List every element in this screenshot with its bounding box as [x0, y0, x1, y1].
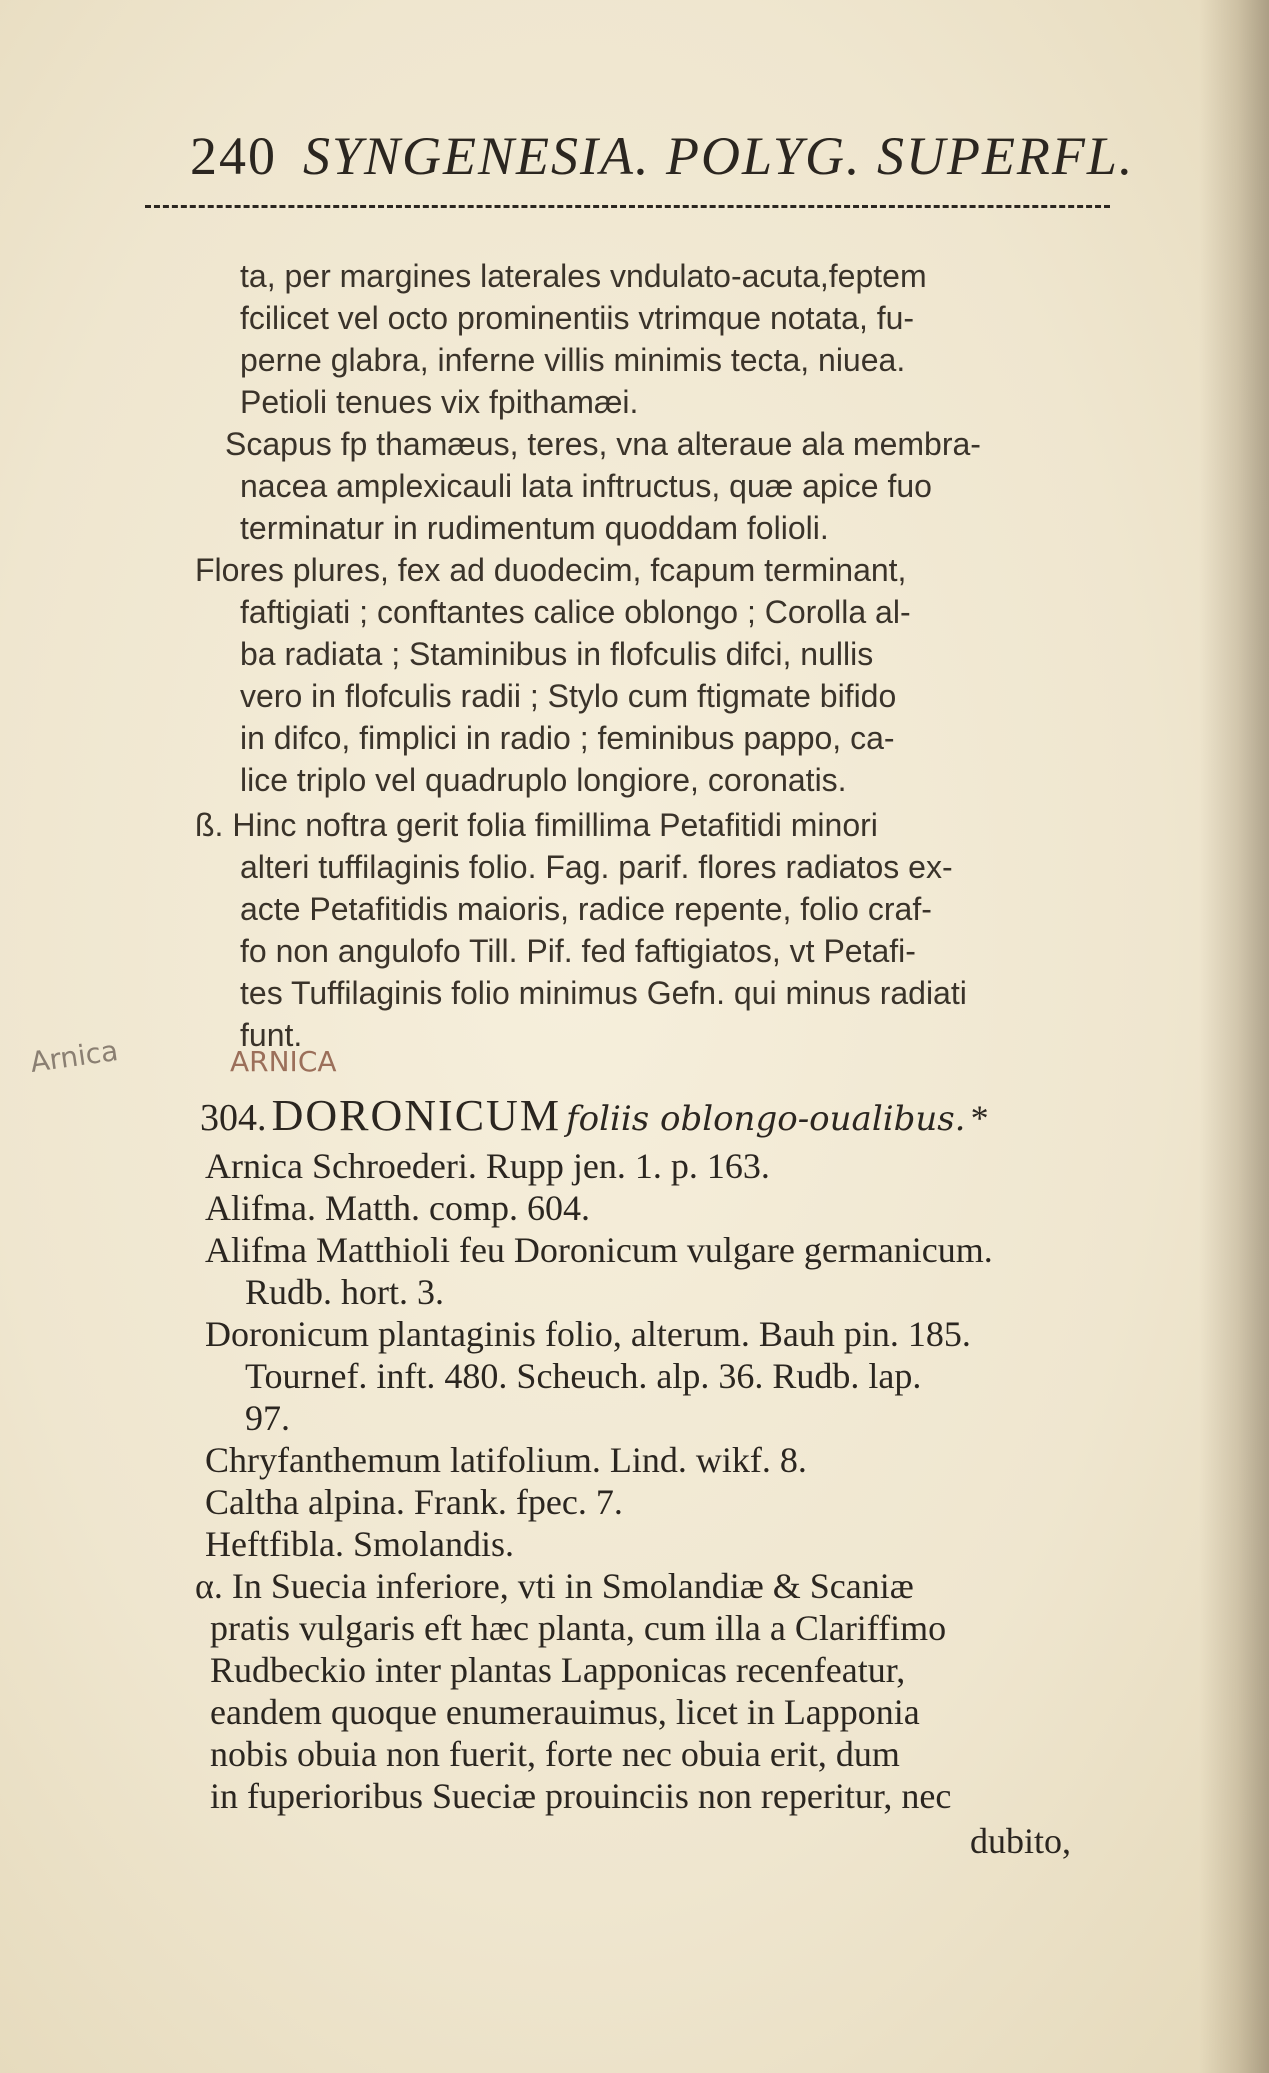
text-line: ba radiata ; Staminibus in flofculis difci, nullis: [240, 636, 874, 672]
synonym-line: Heftfibla. Smolandis.: [205, 1524, 514, 1564]
text-line: lice triplo vel quadruplo longiore, coronatis.: [240, 762, 847, 798]
catchword: dubito,: [970, 1821, 1072, 1861]
text-line: funt.: [240, 1017, 303, 1053]
handwritten-margin-note: Arnica: [28, 1034, 121, 1079]
text-line: alteri tuffilaginis folio. Fag. parif. flores radiatos ex-: [240, 849, 953, 885]
text-line: fcilicet vel octo prominentiis vtrimque notata, fu-: [240, 300, 915, 336]
description-paragraph: [195, 255, 1110, 801]
species-entry: [200, 1090, 1070, 1141]
species-mark: *: [970, 1098, 989, 1138]
page-number: 240: [190, 126, 277, 186]
synonym-line: Alifma Matthioli feu Doronicum vulgare germanicum.: [205, 1230, 993, 1270]
variety-note-paragraph: [195, 804, 1065, 1056]
synonym-line: Tournef. inft. 480. Scheuch. alp. 36. Rudb. lap.: [245, 1356, 922, 1396]
synonym-line: Arnica Schroederi. Rupp jen. 1. p. 163.: [205, 1146, 770, 1186]
synonym-line: Alifma. Matth. comp. 604.: [205, 1188, 590, 1228]
text-line: α. In Suecia inferiore, vti in Smolandiæ & Scaniæ: [195, 1566, 914, 1606]
text-line: Rudbeckio inter plantas Lapponicas recenfeatur,: [210, 1650, 906, 1690]
header-rule: [145, 205, 1110, 208]
text-line: faftigiati ; conftantes calice oblongo ; Corolla al-: [240, 594, 911, 630]
text-line: nobis obuia non fuerit, forte nec obuia erit, dum: [210, 1734, 900, 1774]
running-header: [190, 125, 1135, 195]
synonym-list: [205, 1145, 1075, 1565]
running-title: SYNGENESIA. POLYG. SUPERFL.: [303, 126, 1135, 186]
text-line: in difco, fimplici in radio ; feminibus pappo, ca-: [240, 720, 895, 756]
text-line: acte Petafitidis maioris, radice repente, folio craf-: [240, 891, 932, 927]
text-line: Flores plures, fex ad duodecim, fcapum terminant,: [195, 552, 907, 588]
entry-number: 304.: [200, 1097, 267, 1139]
text-line: Scapus fp thamæus, teres, vna alteraue ala membra-: [225, 426, 981, 462]
text-line: ta, per margines laterales vndulato-acuta,feptem: [240, 258, 927, 294]
text-line: pratis vulgaris eft hæc planta, cum illa a Clariffimo: [210, 1608, 947, 1648]
page-spine-shadow: [1199, 0, 1269, 2073]
text-line: eandem quoque enumerauimus, licet in Lapponia: [210, 1692, 920, 1732]
synonym-line: Caltha alpina. Frank. fpec. 7.: [205, 1482, 623, 1522]
text-line: terminatur in rudimentum quoddam folioli.: [240, 510, 829, 546]
text-line: Petioli tenues vix fpithamæi.: [240, 384, 639, 420]
synonym-line: Doronicum plantaginis folio, alterum. Bauh pin. 185.: [205, 1314, 971, 1354]
text-line: ß. Hinc noftra gerit folia fimillima Petafitidi minori: [195, 807, 878, 843]
handwritten-above-note: ARNICA: [230, 1045, 337, 1078]
distribution-paragraph: [195, 1565, 1065, 1817]
text-line: fo non angulofo Till. Pif. fed faftigiatos, vt Petafi-: [240, 933, 916, 969]
text-line: nacea amplexicauli lata inftructus, quæ apice fuo: [240, 468, 932, 504]
text-line: perne glabra, inferne villis minimis tecta, niuea.: [240, 342, 906, 378]
species-name: DORONICUM: [271, 1091, 561, 1140]
synonym-line: 97.: [245, 1398, 290, 1438]
synonym-line: Chryfanthemum latifolium. Lind. wikf. 8.: [205, 1440, 807, 1480]
text-line: in fuperioribus Sueciæ prouinciis non reperitur, nec: [210, 1776, 952, 1816]
text-line: vero in flofculis radii ; Stylo cum ftigmate bifido: [240, 678, 897, 714]
species-description: foliis oblongo-oualibus.: [566, 1099, 966, 1139]
synonym-line: Rudb. hort. 3.: [245, 1272, 445, 1312]
text-line: tes Tuffilaginis folio minimus Gefn. qui minus radiati: [240, 975, 967, 1011]
